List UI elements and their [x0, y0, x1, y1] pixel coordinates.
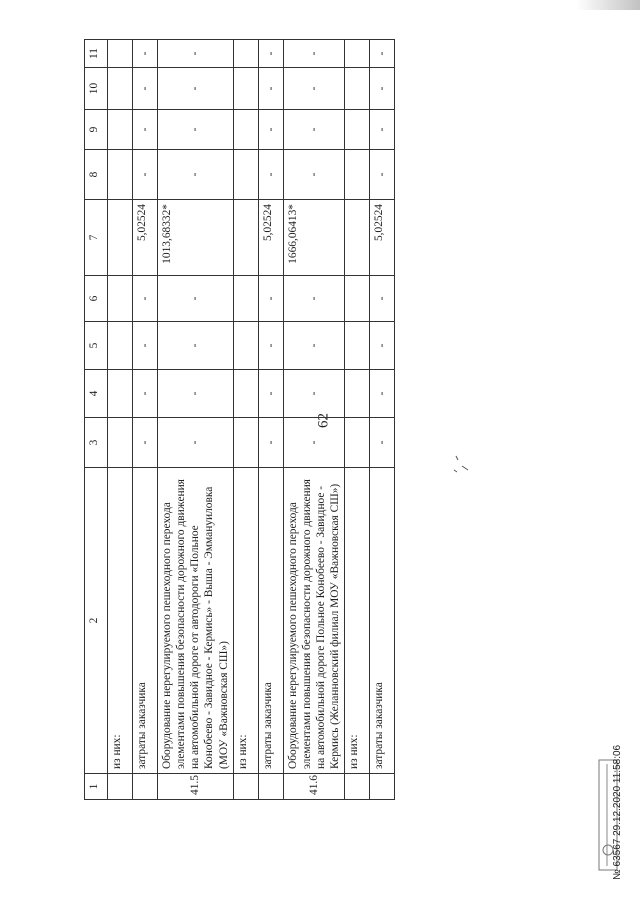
- description-cell: Оборудование нерегулируемого пешеходного перехода элементами повышения безопасности дорожного движения на автомобильной дороге Польное Конобеево - Завидное - Кермись (Желанновский филиал МОУ «Важновская СШ»): [283, 468, 345, 774]
- table-row: [258, 40, 283, 800]
- value-cell: -: [370, 40, 395, 68]
- row-number-cell: [108, 774, 133, 800]
- row-number-cell: [258, 774, 283, 800]
- data-table: [84, 39, 395, 800]
- header-cell: 2: [85, 468, 108, 774]
- header-cell: 11: [85, 40, 108, 68]
- value-cell: [108, 370, 133, 418]
- amount-cell: [108, 200, 133, 276]
- amount-cell: 5,02524: [370, 200, 395, 276]
- table-row: [283, 40, 345, 800]
- value-cell: [233, 110, 258, 150]
- header-cell: 6: [85, 276, 108, 322]
- value-cell: -: [283, 276, 345, 322]
- header-cell: 1: [85, 774, 108, 800]
- value-cell: -: [133, 110, 158, 150]
- description-cell: затраты заказчика: [133, 468, 158, 774]
- value-cell: [108, 150, 133, 200]
- value-cell: -: [258, 276, 283, 322]
- value-cell: [233, 150, 258, 200]
- value-cell: [345, 40, 370, 68]
- value-cell: -: [133, 40, 158, 68]
- table-row: [233, 40, 258, 800]
- value-cell: -: [370, 150, 395, 200]
- value-cell: -: [258, 150, 283, 200]
- amount-cell: [345, 200, 370, 276]
- description-cell: Оборудование нерегулируемого пешеходного перехода элементами повышения безопасности дорожного движения на автомобильной дороге от автодороги «Польное Конобеево - Завидное - Кермись» - Выша - Эммануиловка (МОУ «Важновская СШ»): [158, 468, 234, 774]
- table-row: [108, 40, 133, 800]
- value-cell: [233, 276, 258, 322]
- row-number-cell: 41.5: [158, 774, 234, 800]
- header-cell: 8: [85, 150, 108, 200]
- value-cell: -: [370, 370, 395, 418]
- header-cell: 3: [85, 418, 108, 468]
- description-cell: из них:: [233, 468, 258, 774]
- table-row: [158, 40, 234, 800]
- amount-cell: 5,02524: [258, 200, 283, 276]
- value-cell: [233, 68, 258, 110]
- row-number-cell: [370, 774, 395, 800]
- table-row: [370, 40, 395, 800]
- value-cell: -: [133, 68, 158, 110]
- value-cell: -: [258, 40, 283, 68]
- value-cell: -: [158, 418, 234, 468]
- value-cell: [108, 418, 133, 468]
- value-cell: -: [158, 322, 234, 370]
- header-cell: 7: [85, 200, 108, 276]
- header-cell: 5: [85, 322, 108, 370]
- value-cell: -: [283, 40, 345, 68]
- value-cell: -: [370, 276, 395, 322]
- value-cell: [345, 322, 370, 370]
- page-number: 62: [315, 413, 332, 428]
- header-cell: 9: [85, 110, 108, 150]
- header-cell: 10: [85, 68, 108, 110]
- value-cell: -: [258, 322, 283, 370]
- header-row: [85, 40, 108, 800]
- row-number-cell: [133, 774, 158, 800]
- value-cell: -: [133, 150, 158, 200]
- rotated-table-container: [84, 40, 640, 800]
- value-cell: -: [158, 150, 234, 200]
- value-cell: -: [133, 322, 158, 370]
- value-cell: [345, 418, 370, 468]
- value-cell: -: [158, 110, 234, 150]
- value-cell: [233, 40, 258, 68]
- value-cell: [108, 322, 133, 370]
- amount-cell: 5,02524: [133, 200, 158, 276]
- description-cell: из них:: [108, 468, 133, 774]
- scan-edge-shadow: [576, 0, 640, 10]
- value-cell: -: [258, 110, 283, 150]
- value-cell: -: [158, 68, 234, 110]
- value-cell: [108, 40, 133, 68]
- value-cell: [108, 276, 133, 322]
- value-cell: [345, 110, 370, 150]
- row-number-cell: [233, 774, 258, 800]
- value-cell: -: [283, 150, 345, 200]
- value-cell: [233, 418, 258, 468]
- table-row: [345, 40, 370, 800]
- value-cell: -: [283, 418, 345, 468]
- table-row: [133, 40, 158, 800]
- value-cell: [233, 322, 258, 370]
- value-cell: -: [158, 40, 234, 68]
- value-cell: -: [283, 370, 345, 418]
- document-stamp: № 63567 29.12.2020 11:58:06: [612, 744, 623, 880]
- value-cell: [108, 68, 133, 110]
- value-cell: -: [283, 68, 345, 110]
- value-cell: -: [258, 370, 283, 418]
- value-cell: -: [370, 418, 395, 468]
- row-number-cell: [345, 774, 370, 800]
- pen-mark: [448, 450, 478, 478]
- value-cell: [233, 370, 258, 418]
- value-cell: -: [283, 322, 345, 370]
- value-cell: -: [283, 110, 345, 150]
- value-cell: -: [133, 276, 158, 322]
- value-cell: -: [158, 370, 234, 418]
- description-cell: из них:: [345, 468, 370, 774]
- amount-cell: 1013,68332*: [158, 200, 234, 276]
- value-cell: -: [158, 276, 234, 322]
- value-cell: -: [370, 110, 395, 150]
- value-cell: [345, 370, 370, 418]
- value-cell: [108, 110, 133, 150]
- description-cell: затраты заказчика: [258, 468, 283, 774]
- value-cell: -: [370, 322, 395, 370]
- description-cell: затраты заказчика: [370, 468, 395, 774]
- row-number-cell: 41.6: [283, 774, 345, 800]
- value-cell: [345, 68, 370, 110]
- amount-cell: 1666,06413*: [283, 200, 345, 276]
- header-cell: 4: [85, 370, 108, 418]
- value-cell: -: [258, 418, 283, 468]
- value-cell: -: [258, 68, 283, 110]
- amount-cell: [233, 200, 258, 276]
- table-body: [85, 40, 395, 800]
- value-cell: -: [370, 68, 395, 110]
- value-cell: [345, 150, 370, 200]
- value-cell: -: [133, 418, 158, 468]
- value-cell: [345, 276, 370, 322]
- value-cell: -: [133, 370, 158, 418]
